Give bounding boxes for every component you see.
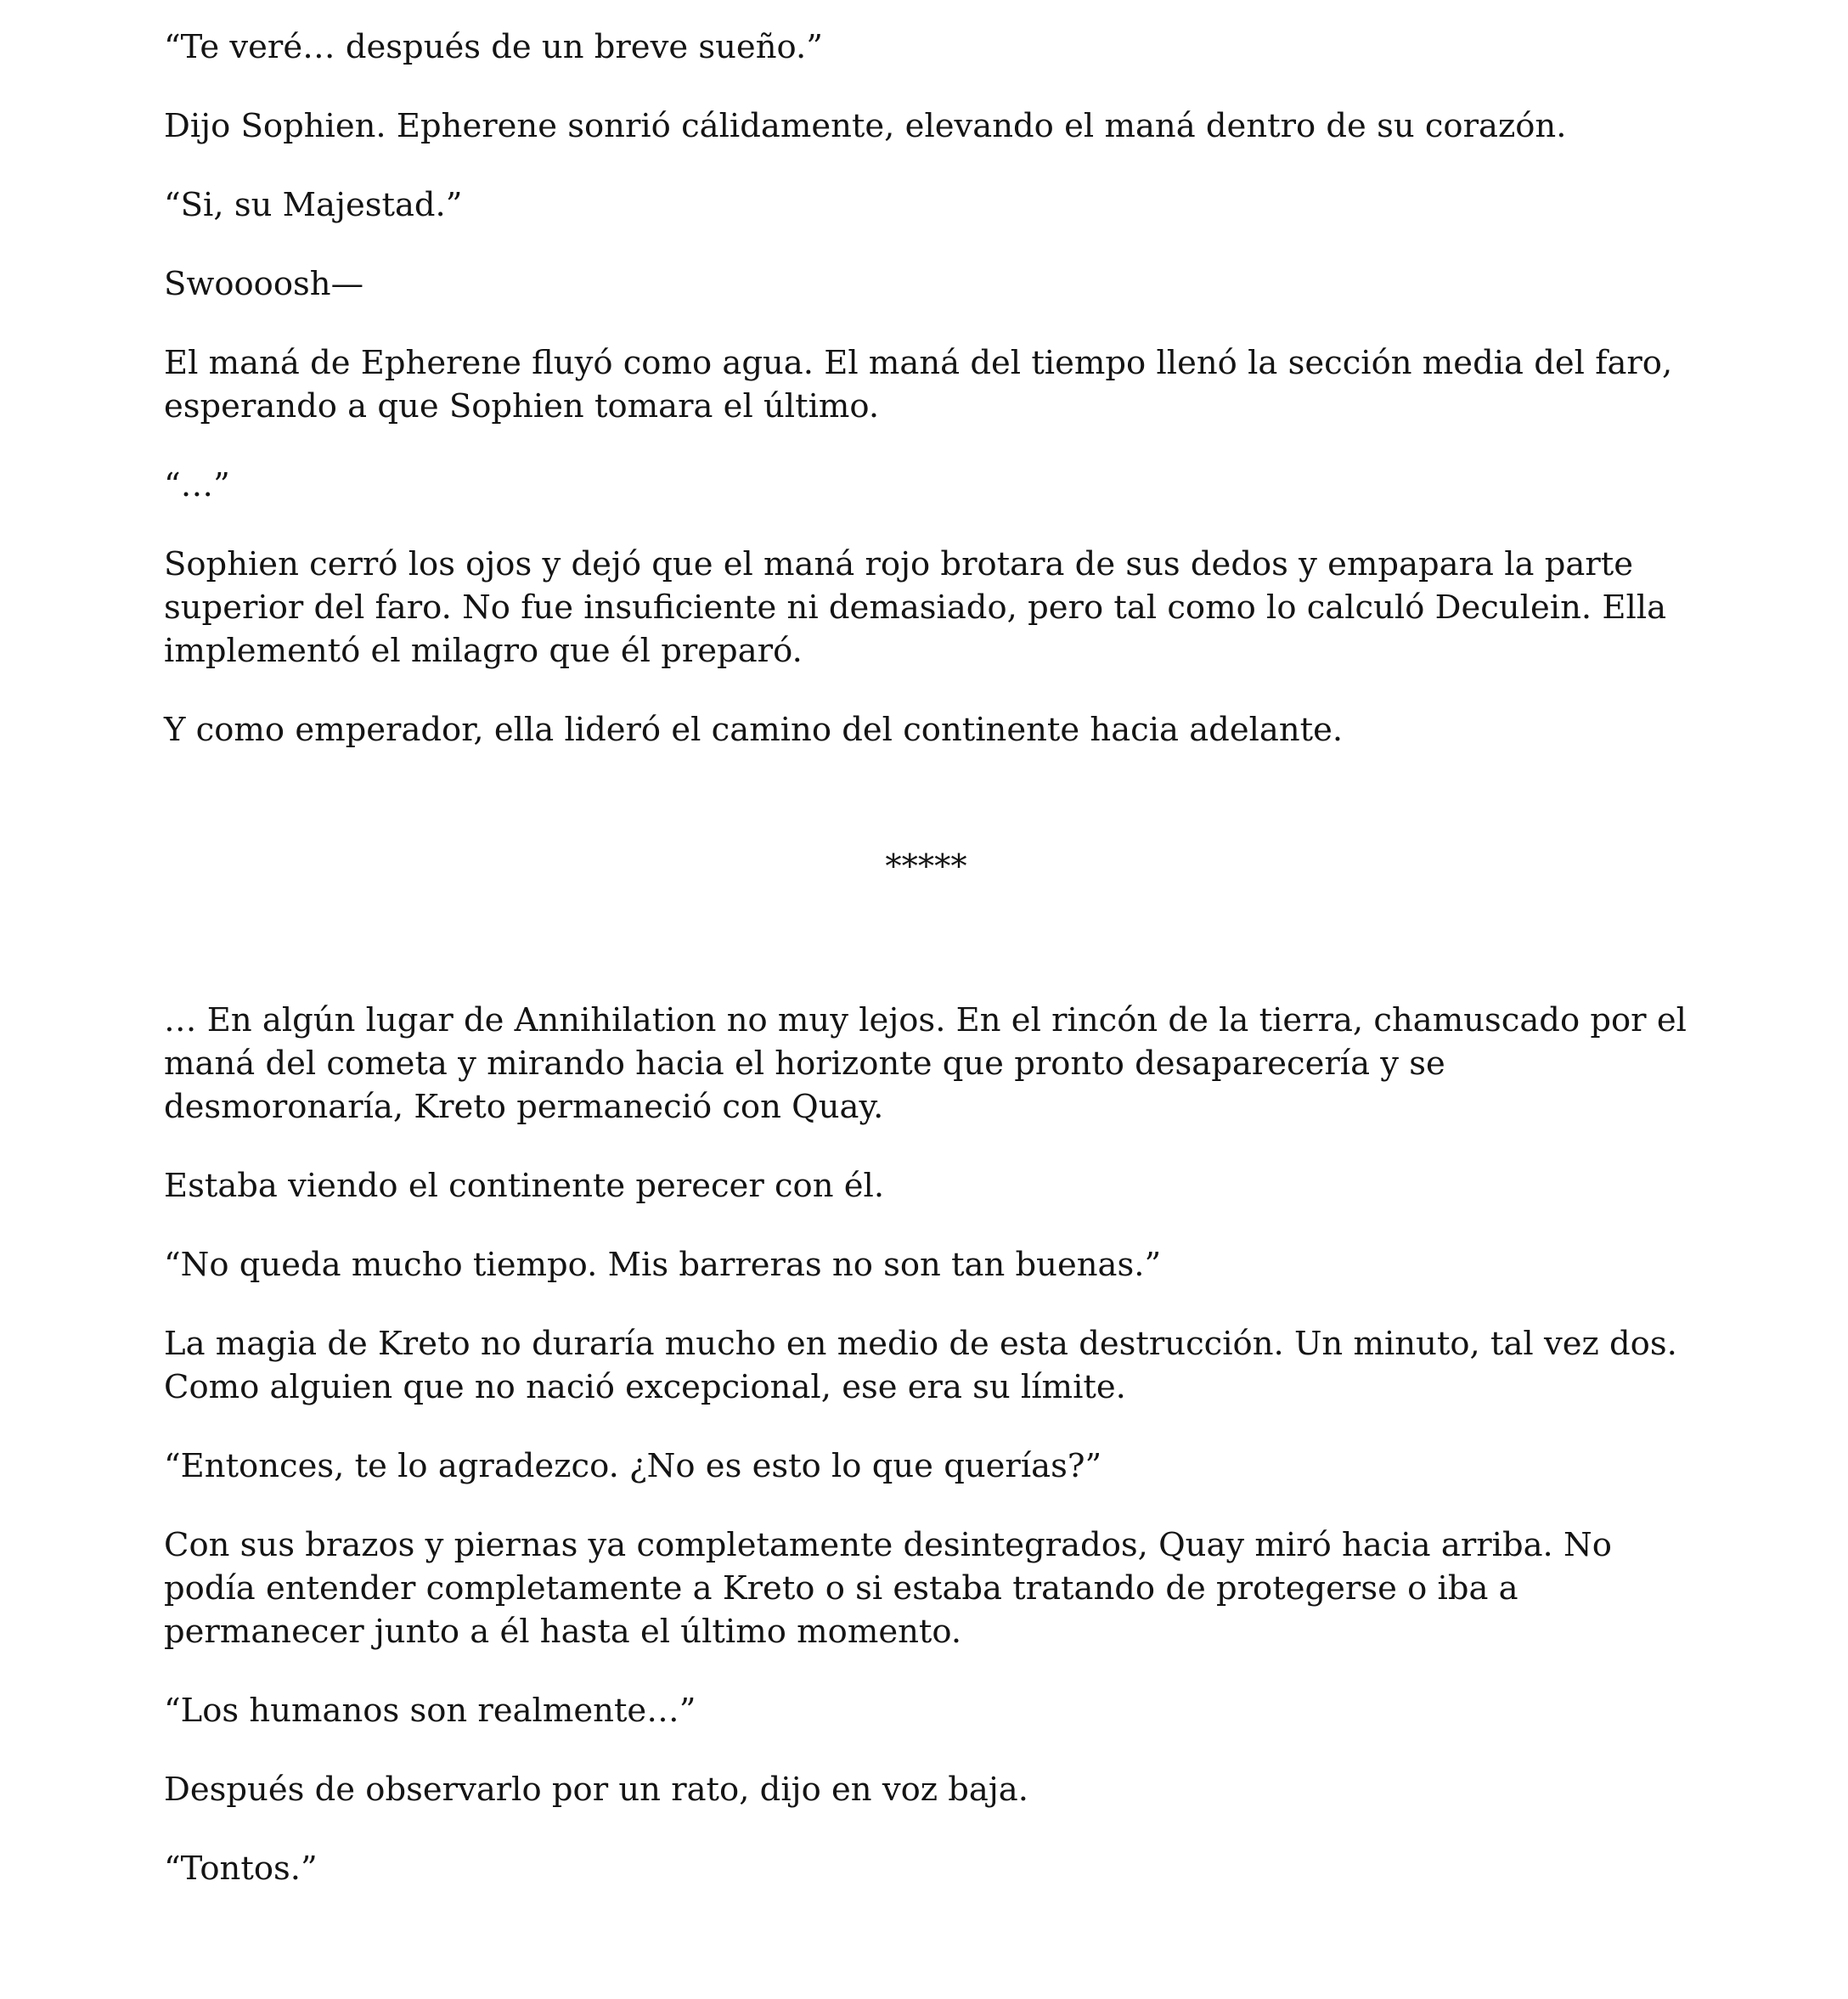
section-before-separator xyxy=(164,25,1688,752)
paragraph: Sophien cerró los ojos y dejó que el maná rojo brotara de sus dedos y empapara la parte superior del faro. No fue insuficiente ni demasiado, pero tal como lo calculó Deculein. Ella implementó el milagro que él preparó. xyxy=(164,545,1667,670)
paragraph: Swoooosh— xyxy=(164,265,364,303)
paragraph: “Los humanos son realmente…” xyxy=(164,1692,696,1730)
paragraph: “Te veré… después de un breve sueño.” xyxy=(164,28,823,66)
paragraph: “Entonces, te lo agradezco. ¿No es esto lo que querías?” xyxy=(164,1447,1102,1485)
paragraph: Y como emperador, ella lideró el camino del continente hacia adelante. xyxy=(164,711,1344,749)
scene-separator: ***** xyxy=(885,847,967,886)
paragraph: “No queda mucho tiempo. Mis barreras no son tan buenas.” xyxy=(164,1246,1162,1284)
paragraph: Estaba viendo el continente perecer con él. xyxy=(164,1167,885,1205)
paragraph: Dijo Sophien. Epherene sonrió cálidamente, elevando el maná dentro de su corazón. xyxy=(164,107,1567,145)
paragraph: “…” xyxy=(164,466,230,504)
paragraph: Después de observarlo por un rato, dijo en voz baja. xyxy=(164,1771,1028,1809)
separator-spacing xyxy=(164,888,1688,999)
paragraph: El maná de Epherene fluyó como agua. El maná del tiempo llenó la sección media del faro, esperando a que Sophien tomara el último. xyxy=(164,344,1673,425)
paragraph: “Tontos.” xyxy=(164,1850,318,1888)
paragraph: “Si, su Majestad.” xyxy=(164,186,463,224)
paragraph: Con sus brazos y piernas ya completamente desintegrados, Quay miró hacia arriba. No podía entender completamente a Kreto o si estaba tratando de protegerse o iba a permanecer junto a él hasta el último momento. xyxy=(164,1526,1612,1651)
paragraph: … En algún lugar de Annihilation no muy lejos. En el rincón de la tierra, chamuscado por el maná del cometa y mirando hacia el horizonte que pronto desaparecería y se desmoronaría, Kreto permaneció con Quay. xyxy=(164,1001,1687,1126)
section-after-separator xyxy=(164,999,1688,1890)
paragraph: La magia de Kreto no duraría mucho en medio de esta destrucción. Un minuto, tal vez dos. Como alguien que no nació excepcional, ese era su límite. xyxy=(164,1325,1677,1406)
document-page xyxy=(164,25,1688,1926)
